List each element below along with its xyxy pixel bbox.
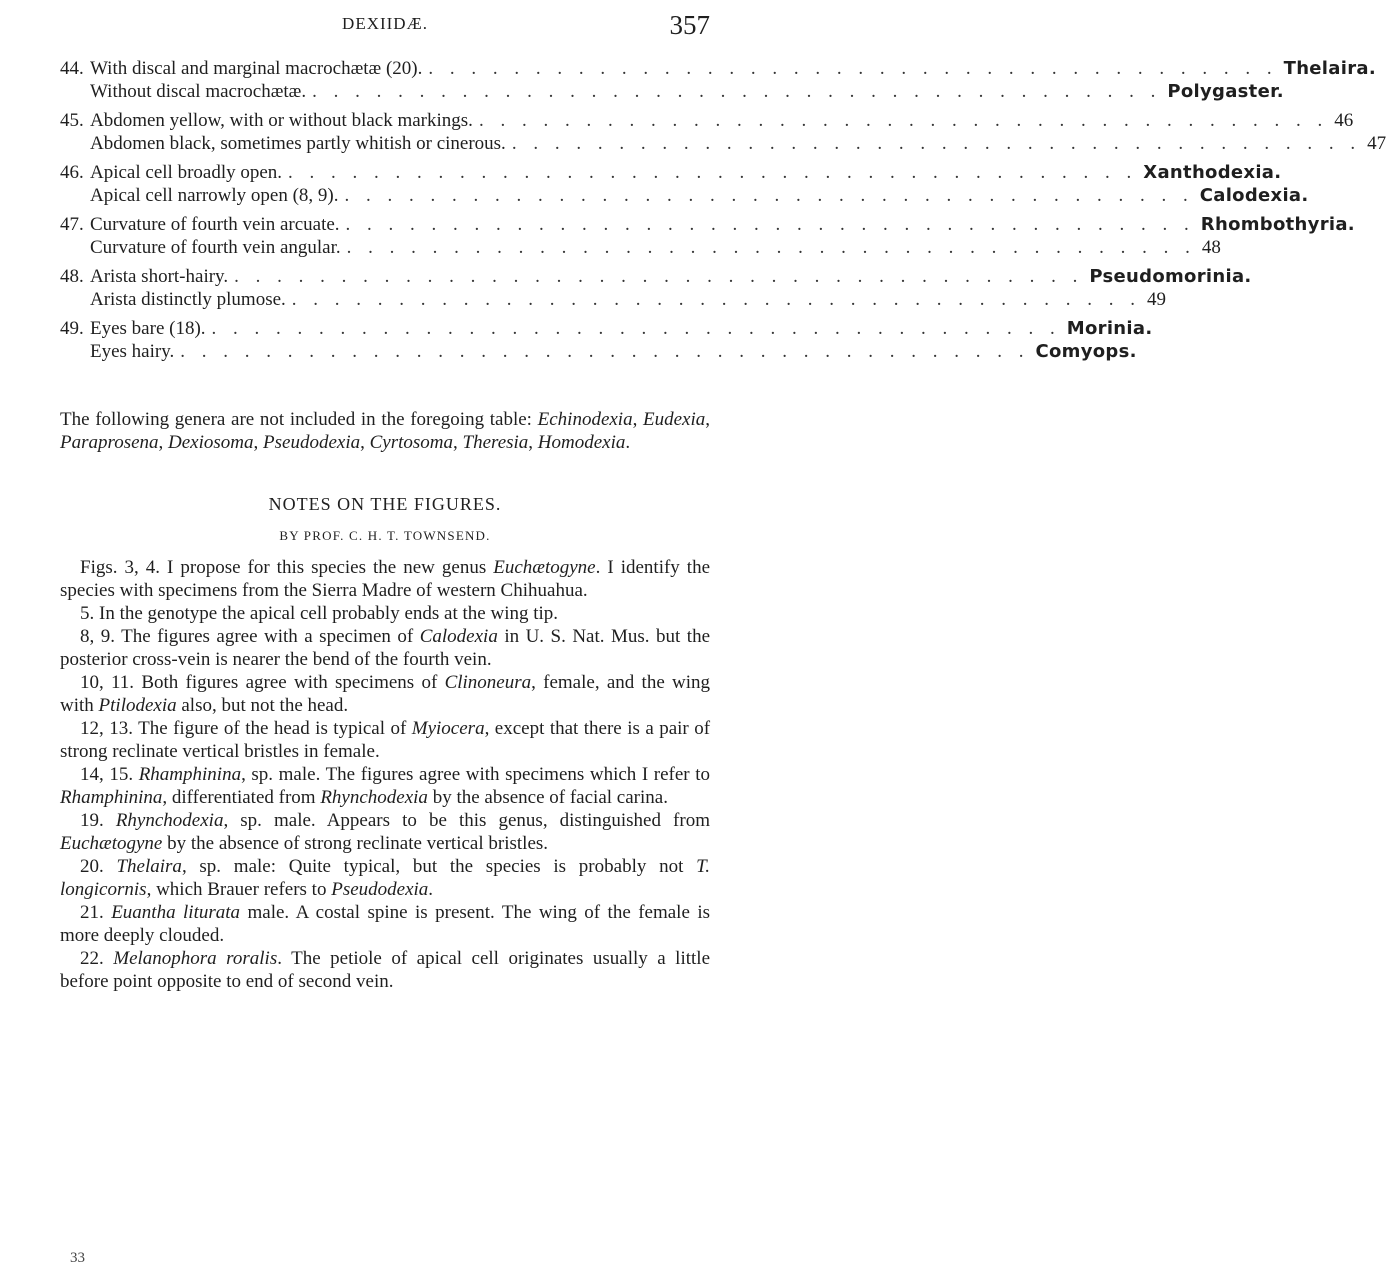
- excluded-intro: The following genera are not included in the foregoing table:: [60, 409, 532, 430]
- key-couplet-reference: 48: [1201, 237, 1221, 258]
- running-head-title: DEXIIDÆ.: [342, 14, 428, 33]
- key-number: 45.: [60, 110, 84, 131]
- figure-note: [60, 809, 710, 855]
- page-number: 357: [669, 10, 710, 40]
- key-line: [60, 57, 1376, 80]
- taxon-name: Myiocera: [411, 718, 485, 739]
- key-genus-result: Polygaster.: [1167, 81, 1284, 102]
- key-line: [60, 340, 1137, 363]
- note-text: . I identify the species with specimens from the Sierra Madre of western Chihuahua.: [60, 557, 711, 601]
- key-leader-dots: . . . . . . . . . . . . . . . . . . . . . . . . . . . . . . . . . . . . . . . .: [211, 318, 1061, 339]
- key-number: 47.: [60, 214, 84, 235]
- key-leader-dots: . . . . . . . . . . . . . . . . . . . . . . . . . . . . . . . . . . . . . . . .: [180, 341, 1030, 362]
- figure-note: [60, 855, 710, 901]
- signature-mark: 33: [70, 1250, 85, 1266]
- excluded-genus: Eudexia: [643, 409, 706, 430]
- note-text: Both figures agree with specimens of: [141, 672, 438, 693]
- note-text: , sp. male. Appears to be this genus, distinguished from: [223, 810, 710, 831]
- key-leader-dots: . . . . . . . . . . . . . . . . . . . . . . . . . . . . . . . . . . . . . . . .: [345, 214, 1195, 235]
- excluded-genus: Paraprosena: [60, 432, 159, 453]
- note-text: , sp. male. The figures agree with specimens which I refer to: [241, 764, 711, 785]
- figure-note: [60, 717, 710, 763]
- taxon-name: Calodexia: [419, 626, 498, 647]
- key-line: [60, 236, 1221, 259]
- taxon-name: Euantha liturata: [111, 902, 241, 923]
- figure-note: [60, 763, 710, 809]
- key-line: [60, 132, 1386, 155]
- taxon-name: T. longicornis: [60, 856, 711, 900]
- running-head: [60, 8, 710, 42]
- taxon-name: Thelaira: [116, 856, 182, 877]
- figure-number: 5.: [80, 603, 95, 624]
- key-couplet-reference: 47: [1367, 133, 1386, 154]
- key-character: Abdomen yellow, with or without black markings.: [90, 110, 473, 131]
- taxon-name: Rhamphinina: [138, 764, 242, 785]
- taxon-name: Euchætogyne: [493, 557, 596, 578]
- key-genus-result: Comyops.: [1035, 341, 1137, 362]
- key-line: [60, 80, 1284, 103]
- key-line: [60, 109, 1354, 132]
- key-couplet: [60, 265, 1252, 311]
- note-text: also, but not the head.: [176, 695, 349, 716]
- key-genus-result: Rhombothyria.: [1200, 214, 1355, 235]
- key-line: [60, 213, 1355, 236]
- note-text: In the genotype the apical cell probably ends at the wing tip.: [99, 603, 559, 624]
- key-leader-dots: . . . . . . . . . . . . . . . . . . . . . . . . . . . . . . . . . . . . . . . .: [288, 162, 1138, 183]
- key-character: Eyes hairy.: [90, 341, 175, 362]
- key-couplet: [60, 317, 1153, 363]
- key-leader-dots: . . . . . . . . . . . . . . . . . . . . . . . . . . . . . . . . . . . . . . . .: [312, 81, 1162, 102]
- key-couplet-reference: 46: [1334, 110, 1354, 131]
- figure-number: 12, 13.: [80, 718, 133, 739]
- excluded-genera-list: Echinodexia, Eudexia, Paraprosena, Dexiosoma, Pseudodexia, Cyrtosoma, Theresia, Homodexia.: [60, 409, 711, 453]
- key-genus-result: Morinia.: [1066, 318, 1153, 339]
- key-couplet-reference: 49: [1147, 289, 1167, 310]
- note-text: in U. S. Nat. Mus. but the posterior cross-vein is nearer the bend of the fourth vein.: [60, 626, 710, 670]
- excluded-genus: Theresia: [462, 432, 529, 453]
- figure-number: 19.: [80, 810, 104, 831]
- excluded-genus: Cyrtosoma: [369, 432, 453, 453]
- note-text: I propose for this species the new genus: [167, 557, 487, 578]
- excluded-genera-paragraph: [60, 408, 710, 454]
- notes-heading: NOTES ON THE FIGURES.: [268, 494, 502, 514]
- key-character: Abdomen black, sometimes partly whitish or cinerous.: [90, 133, 506, 154]
- figure-number: 21.: [80, 902, 104, 923]
- taxon-name: Clinoneura: [444, 672, 532, 693]
- key-line: [60, 317, 1153, 340]
- figure-note: [60, 602, 710, 625]
- taxon-name: Pseudodexia: [331, 879, 429, 900]
- taxon-name: Rhynchodexia: [115, 810, 224, 831]
- key-character: Curvature of fourth vein arcuate.: [90, 214, 340, 235]
- figure-note: [60, 556, 710, 602]
- figure-note: [60, 947, 710, 993]
- key-leader-dots: . . . . . . . . . . . . . . . . . . . . . . . . . . . . . . . . . . . . . . . .: [511, 133, 1362, 154]
- note-text: , sp. male: Quite typical, but the species is probably not: [181, 856, 684, 877]
- note-text: , which Brauer refers to: [146, 879, 327, 900]
- key-character: Arista distinctly plumose.: [90, 289, 286, 310]
- excluded-genus: Pseudodexia: [263, 432, 361, 453]
- key-line: [60, 288, 1167, 311]
- key-number: 44.: [60, 58, 84, 79]
- key-character: Without discal macrochætæ.: [90, 81, 307, 102]
- figure-number: 8, 9.: [80, 626, 115, 647]
- key-character: Apical cell broadly open.: [90, 162, 283, 183]
- note-text: , differentiated from: [162, 787, 316, 808]
- document-page: [60, 0, 1386, 1288]
- key-couplet: [60, 161, 1309, 207]
- key-line: [60, 184, 1309, 207]
- key-leader-dots: . . . . . . . . . . . . . . . . . . . . . . . . . . . . . . . . . . . . . . . .: [344, 185, 1194, 206]
- key-couplet: [60, 213, 1355, 259]
- key-leader-dots: . . . . . . . . . . . . . . . . . . . . . . . . . . . . . . . . . . . . . . . .: [428, 58, 1278, 79]
- key-genus-result: Thelaira.: [1283, 58, 1376, 79]
- figure-number: Figs. 3, 4.: [80, 557, 161, 578]
- figure-note: [60, 671, 710, 717]
- key-leader-dots: . . . . . . . . . . . . . . . . . . . . . . . . . . . . . . . . . . . . . . . .: [346, 237, 1196, 258]
- figure-notes: [60, 556, 710, 993]
- key-leader-dots: . . . . . . . . . . . . . . . . . . . . . . . . . . . . . . . . . . . . . . . .: [291, 289, 1142, 310]
- excluded-genus: Echinodexia: [537, 409, 633, 430]
- notes-byline: BY PROF. C. H. T. TOWNSEND.: [279, 528, 491, 543]
- figure-number: 20.: [80, 856, 104, 877]
- key-leader-dots: . . . . . . . . . . . . . . . . . . . . . . . . . . . . . . . . . . . . . . . .: [478, 110, 1329, 131]
- note-text: , except that there is a pair of strong reclinate vertical bristles in female.: [60, 718, 711, 762]
- taxon-name: Melanophora roralis: [113, 948, 278, 969]
- figure-note: [60, 901, 710, 947]
- figure-number: 14, 15.: [80, 764, 134, 785]
- key-character: Eyes bare (18).: [90, 318, 206, 339]
- key-line: [60, 161, 1282, 184]
- key-number: 46.: [60, 162, 84, 183]
- key-number: 49.: [60, 318, 84, 339]
- note-text: , female, and the wing with: [60, 672, 711, 716]
- key-couplet: [60, 57, 1376, 103]
- key-genus-result: Xanthodexia.: [1143, 162, 1282, 183]
- key-leader-dots: . . . . . . . . . . . . . . . . . . . . . . . . . . . . . . . . . . . . . . . .: [234, 266, 1084, 287]
- taxon-name: Euchætogyne: [60, 833, 163, 854]
- note-text: by the absence of strong reclinate vertical bristles.: [162, 833, 549, 854]
- key-character: Curvature of fourth vein angular.: [90, 237, 341, 258]
- key-character: With discal and marginal macrochætæ (20).: [90, 58, 423, 79]
- figure-note: [60, 625, 710, 671]
- figure-number: 22.: [80, 948, 104, 969]
- key-line: [60, 265, 1252, 288]
- excluded-genus: Dexiosoma: [168, 432, 254, 453]
- key-character: Apical cell narrowly open (8, 9).: [90, 185, 339, 206]
- taxon-name: Rhynchodexia: [320, 787, 428, 808]
- taxon-name: Ptilodexia: [98, 695, 177, 716]
- note-text: by the absence of facial carina.: [427, 787, 668, 808]
- key-character: Arista short-hairy.: [90, 266, 229, 287]
- taxon-name: Rhamphinina: [60, 787, 163, 808]
- note-text: The figures agree with a specimen of: [121, 626, 414, 647]
- excluded-genus: Homodexia: [537, 432, 626, 453]
- identification-key: [60, 57, 1386, 369]
- note-text: . The petiole of apical cell originates usually a little before point opposite to end of second vein.: [60, 948, 711, 992]
- key-couplet: [60, 109, 1386, 155]
- note-text: .: [428, 879, 434, 900]
- key-genus-result: Pseudomorinia.: [1089, 266, 1252, 287]
- figure-number: 10, 11.: [80, 672, 135, 693]
- note-text: male. A costal spine is present. The wing of the female is more deeply clouded.: [60, 902, 710, 946]
- key-number: 48.: [60, 266, 84, 287]
- note-text: The figure of the head is typical of: [138, 718, 407, 739]
- key-genus-result: Calodexia.: [1199, 185, 1309, 206]
